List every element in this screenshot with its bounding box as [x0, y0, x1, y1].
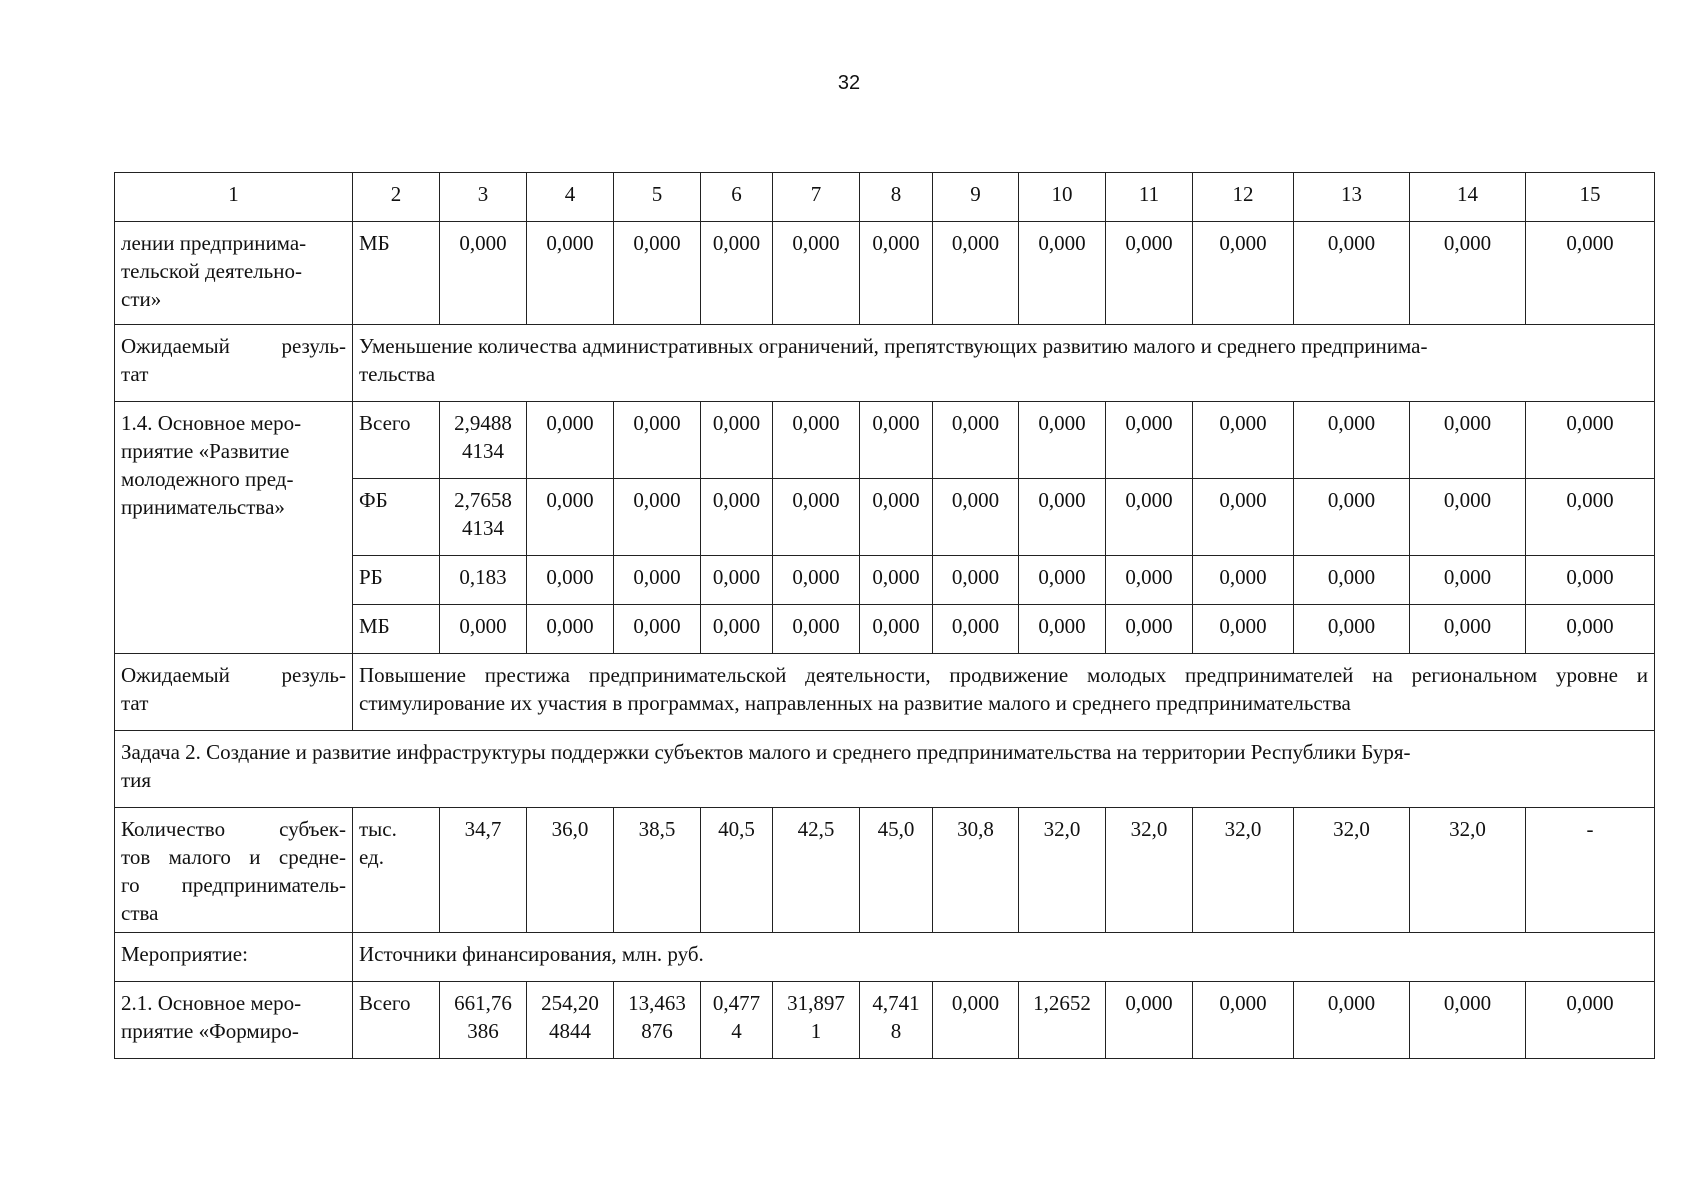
table-row — [115, 222, 1655, 325]
value-cell: 36,0 — [527, 808, 614, 933]
value-cell: 0,000 — [1410, 556, 1526, 605]
value-cell: 0,000 — [933, 605, 1019, 654]
value-cell: 0,000 — [701, 222, 773, 325]
value-cell: 0,000 — [773, 556, 860, 605]
row-label: лении предпринима- тельской деятельно- сти» — [115, 222, 353, 325]
value-cell: 0,000 — [773, 402, 860, 479]
value-cell: 0,000 — [1193, 479, 1294, 556]
value-cell: 0,000 — [860, 556, 933, 605]
value-cell: 32,0 — [1193, 808, 1294, 933]
value-cell: 0,000 — [1410, 605, 1526, 654]
value-cell: 31,897 1 — [773, 982, 860, 1059]
value-cell: 0,000 — [1106, 605, 1193, 654]
value-cell: 0,000 — [1526, 402, 1655, 479]
value-cell: 0,000 — [527, 556, 614, 605]
source-cell: Всего — [353, 402, 440, 479]
value-cell: 0,000 — [933, 402, 1019, 479]
unit-cell: тыс. ед. — [353, 808, 440, 933]
column-header: 3 — [440, 173, 527, 222]
financing-sources-heading: Источники финансирования, млн. руб. — [353, 933, 1655, 982]
task-row — [115, 731, 1655, 808]
column-header: 4 — [527, 173, 614, 222]
expected-result-text: Повышение престижа предпринимательской деятельности, продвижение молодых предпринимателей на региональном уровне и стимулирование их участия в программах, направленных на развитие малого и среднего предпринимательства — [353, 654, 1655, 731]
column-header: 15 — [1526, 173, 1655, 222]
value-cell: 0,000 — [1106, 982, 1193, 1059]
value-cell: 0,000 — [527, 605, 614, 654]
value-cell: 0,000 — [1294, 479, 1410, 556]
value-cell: 0,000 — [1410, 982, 1526, 1059]
value-cell: 0,000 — [1294, 402, 1410, 479]
page-number: 32 — [837, 72, 861, 94]
value-cell: 0,000 — [773, 605, 860, 654]
column-header: 6 — [701, 173, 773, 222]
value-cell: 0,000 — [1019, 605, 1106, 654]
financing-table — [114, 172, 1655, 1059]
column-header: 14 — [1410, 173, 1526, 222]
value-cell: 0,000 — [1526, 479, 1655, 556]
column-header: 8 — [860, 173, 933, 222]
value-cell: 45,0 — [860, 808, 933, 933]
value-cell: 0,000 — [1526, 556, 1655, 605]
value-cell: 0,000 — [860, 479, 933, 556]
column-header: 10 — [1019, 173, 1106, 222]
value-cell: 0,477 4 — [701, 982, 773, 1059]
value-cell: 0,000 — [701, 556, 773, 605]
value-cell: 0,000 — [1193, 556, 1294, 605]
value-cell: 0,000 — [1410, 222, 1526, 325]
value-cell: 0,000 — [1410, 402, 1526, 479]
column-header: 5 — [614, 173, 701, 222]
indicator-row — [115, 808, 1655, 933]
value-cell: 0,000 — [440, 222, 527, 325]
column-header: 11 — [1106, 173, 1193, 222]
value-cell: 0,000 — [1294, 605, 1410, 654]
value-cell: 0,000 — [933, 556, 1019, 605]
indicator-label: Количество субъек- тов малого и средне- го предприниматель- ства — [115, 808, 353, 933]
value-cell: 0,000 — [1410, 479, 1526, 556]
value-cell: 32,0 — [1294, 808, 1410, 933]
column-header: 13 — [1294, 173, 1410, 222]
value-cell: 0,000 — [1193, 982, 1294, 1059]
source-cell: Всего — [353, 982, 440, 1059]
value-cell: 0,000 — [860, 222, 933, 325]
value-cell: 0,000 — [1294, 222, 1410, 325]
value-cell: 34,7 — [440, 808, 527, 933]
value-cell: 0,000 — [614, 556, 701, 605]
row-label: Ожидаемый резуль- тат — [115, 325, 353, 402]
source-cell: ФБ — [353, 479, 440, 556]
column-header: 1 — [115, 173, 353, 222]
measure-header-row — [115, 933, 1655, 982]
value-cell: 0,000 — [1193, 402, 1294, 479]
value-cell: 38,5 — [614, 808, 701, 933]
measure-label: 1.4. Основное меро- приятие «Развитие молодежного пред- принимательства» — [115, 402, 353, 654]
source-cell: МБ — [353, 222, 440, 325]
row-label: Мероприятие: — [115, 933, 353, 982]
value-cell: 0,000 — [614, 479, 701, 556]
value-cell: 0,000 — [440, 605, 527, 654]
value-cell: 0,000 — [614, 222, 701, 325]
value-cell: 0,000 — [1106, 402, 1193, 479]
expected-result-text: Уменьшение количества административных ограничений, препятствующих развитию малого и среднего предпринима- тельства — [353, 325, 1655, 402]
value-cell: 2,7658 4134 — [440, 479, 527, 556]
value-cell: 0,000 — [1019, 479, 1106, 556]
expected-result-row — [115, 654, 1655, 731]
task-text: Задача 2. Создание и развитие инфраструктуры поддержки субъектов малого и среднего предпринимательства на территории Республики Буря- тия — [115, 731, 1655, 808]
value-cell: 0,000 — [701, 402, 773, 479]
value-cell: 661,76 386 — [440, 982, 527, 1059]
value-cell: 0,000 — [1106, 222, 1193, 325]
value-cell: 40,5 — [701, 808, 773, 933]
table-row — [115, 982, 1655, 1059]
value-cell: 0,000 — [1019, 402, 1106, 479]
value-cell: - — [1526, 808, 1655, 933]
value-cell: 0,000 — [1106, 479, 1193, 556]
value-cell: 0,000 — [1526, 982, 1655, 1059]
value-cell: 0,000 — [1526, 222, 1655, 325]
value-cell: 0,000 — [614, 605, 701, 654]
value-cell: 32,0 — [1019, 808, 1106, 933]
value-cell: 0,000 — [1019, 556, 1106, 605]
column-header: 9 — [933, 173, 1019, 222]
value-cell: 0,000 — [933, 222, 1019, 325]
value-cell: 0,000 — [773, 222, 860, 325]
value-cell: 4,741 8 — [860, 982, 933, 1059]
value-cell: 0,000 — [1193, 605, 1294, 654]
value-cell: 0,000 — [701, 479, 773, 556]
value-cell: 32,0 — [1410, 808, 1526, 933]
value-cell: 0,000 — [1526, 605, 1655, 654]
value-cell: 0,000 — [1106, 556, 1193, 605]
value-cell: 0,000 — [527, 402, 614, 479]
value-cell: 0,000 — [933, 479, 1019, 556]
expected-result-row — [115, 325, 1655, 402]
measure-label: 2.1. Основное меро- приятие «Формиро- — [115, 982, 353, 1059]
value-cell: 13,463 876 — [614, 982, 701, 1059]
column-header: 2 — [353, 173, 440, 222]
column-header: 12 — [1193, 173, 1294, 222]
value-cell: 0,000 — [701, 605, 773, 654]
row-label: Ожидаемый резуль- тат — [115, 654, 353, 731]
table-row — [115, 402, 1655, 479]
source-cell: МБ — [353, 605, 440, 654]
value-cell: 2,9488 4134 — [440, 402, 527, 479]
value-cell: 0,000 — [860, 402, 933, 479]
value-cell: 0,000 — [1193, 222, 1294, 325]
value-cell: 0,000 — [527, 479, 614, 556]
value-cell: 0,000 — [527, 222, 614, 325]
value-cell: 0,000 — [1294, 982, 1410, 1059]
header-row — [115, 173, 1655, 222]
source-cell: РБ — [353, 556, 440, 605]
column-header: 7 — [773, 173, 860, 222]
value-cell: 0,000 — [614, 402, 701, 479]
value-cell: 32,0 — [1106, 808, 1193, 933]
value-cell: 30,8 — [933, 808, 1019, 933]
value-cell: 0,000 — [773, 479, 860, 556]
value-cell: 0,000 — [1294, 556, 1410, 605]
value-cell: 0,183 — [440, 556, 527, 605]
value-cell: 1,2652 — [1019, 982, 1106, 1059]
value-cell: 254,20 4844 — [527, 982, 614, 1059]
value-cell: 0,000 — [860, 605, 933, 654]
value-cell: 42,5 — [773, 808, 860, 933]
value-cell: 0,000 — [933, 982, 1019, 1059]
value-cell: 0,000 — [1019, 222, 1106, 325]
